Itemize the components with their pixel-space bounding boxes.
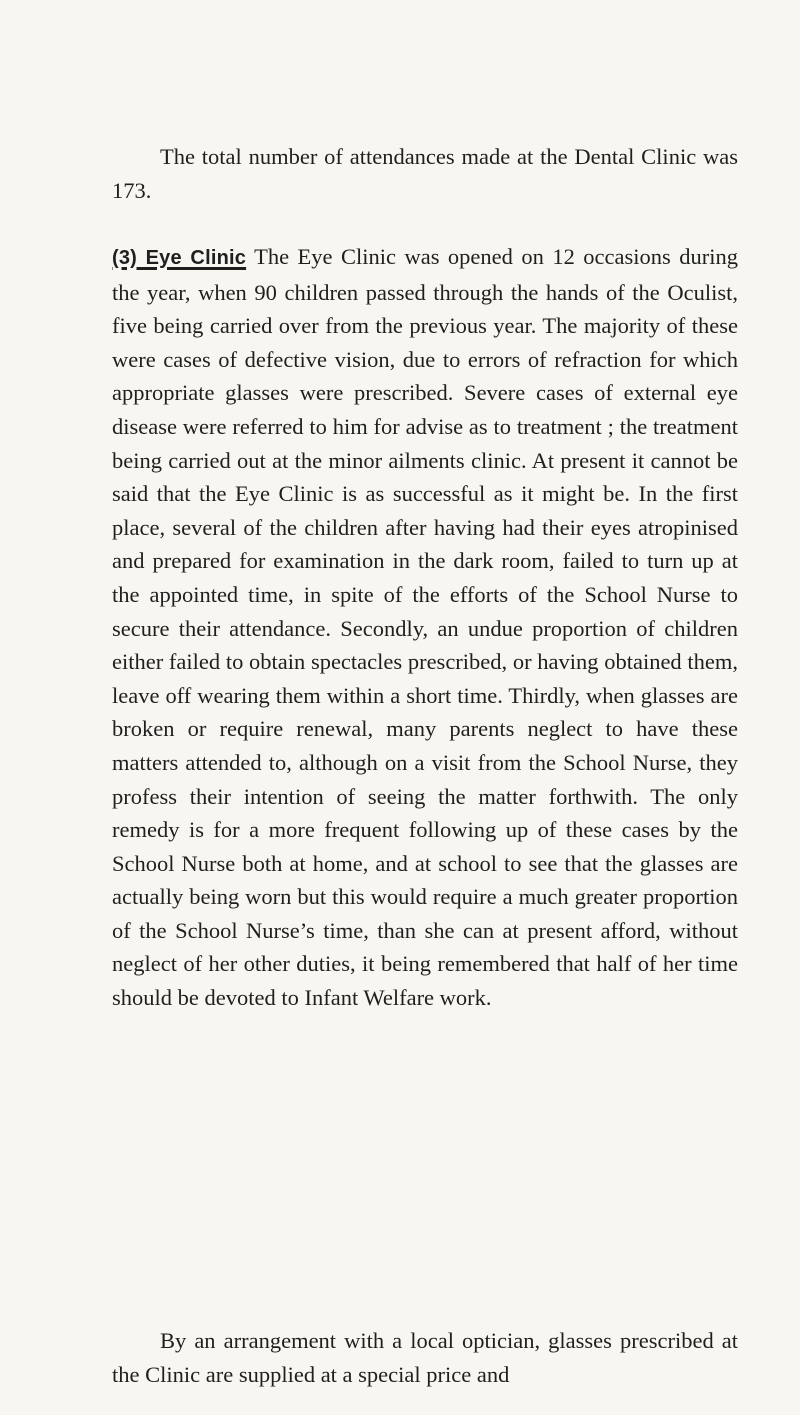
paragraph-dental-total (112, 140, 738, 207)
section-heading: (3) Eye Clinic (112, 247, 247, 269)
paragraph-text: By an arrangement with a local optician, glasses prescribed at the Clinic are supplied at a special price and (112, 1328, 738, 1387)
paragraph-eye-clinic (112, 240, 738, 1015)
paragraph-text: The Eye Clinic was opened on 12 occasions during the year, when 90 children passed through the hands of the Oculist, five being carried over from the previous year. The majority of these were cases of defective vision, due to errors of refraction for which appropriate glasses were prescribed. Severe cases of external eye disease were referred to him for advise as to treatment ; the treatment being carried out at the minor ailments clinic. At present it cannot be said that the Eye Clinic is as successful as it might be. In the first place, several of the children after having had their eyes atropinised and prepared for examination in the dark room, failed to turn up at the appointed time, in spite of the efforts of the School Nurse to secure their attendance. Secondly, an undue proportion of children either failed to obtain spectacles prescribed, or having obtained them, leave off wearing them within a short time. Thirdly, when glasses are broken or require renewal, many parents neglect to have these matters attended to, although on a visit from the School Nurse, they profess their intention of seeing the matter forthwith. The only remedy is for a more frequent following up of these cases by the School Nurse both at home, and at school to see that the glasses are actually being worn but this would require a much greater proportion of the School Nurse’s time, than she can at present afford, without neglect of her other duties, it being remembered that half of her time should be devoted to Infant Welfare work. (112, 244, 738, 1011)
paragraph-optician-arrangement (112, 1324, 738, 1391)
paragraph-body (112, 240, 738, 1015)
paragraph-text: The total number of attendances made at the Dental Clinic was 173. (112, 144, 738, 203)
